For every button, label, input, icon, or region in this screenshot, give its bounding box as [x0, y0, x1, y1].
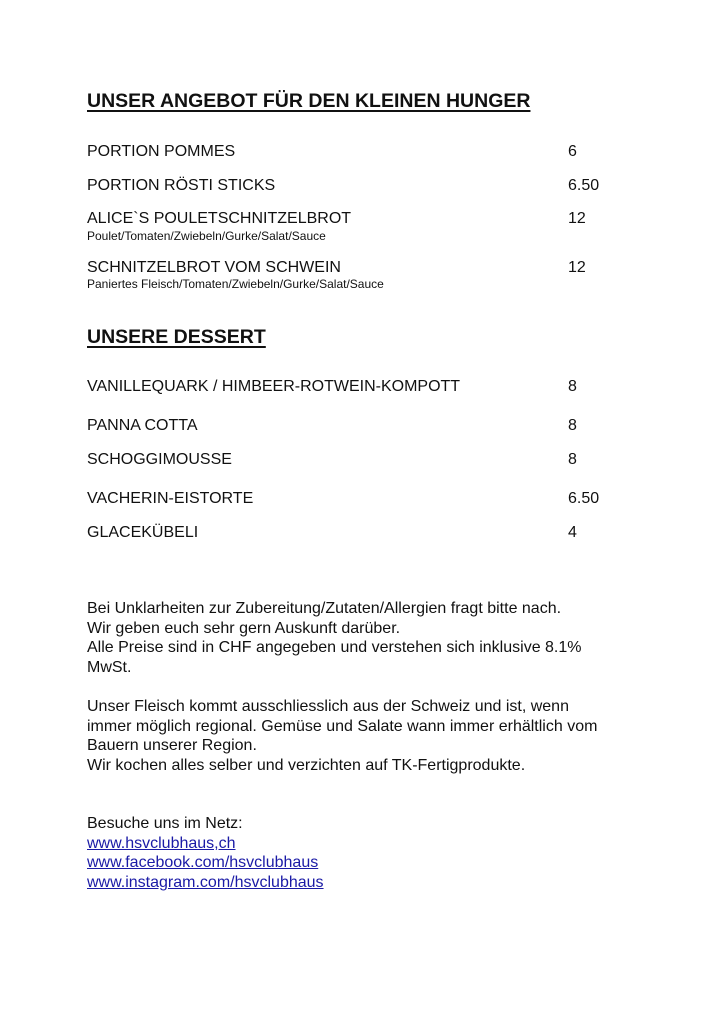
text-line: Wir geben euch sehr gern Auskunft darüber. [87, 619, 401, 637]
text-line: Bei Unklarheiten zur Zubereitung/Zutaten/Allergien fragt bitte nach. [87, 600, 562, 617]
menu-item-name: VANILLEQUARK / HIMBEER-ROTWEIN-KOMPOTT [87, 378, 461, 395]
menu-item-name: PORTION POMMES [87, 143, 236, 160]
menu-item-description: Paniertes Fleisch/Tomaten/Zwiebeln/Gurke/Salat/Sauce [87, 277, 384, 291]
menu-item-price: 8 [568, 451, 577, 468]
text-line: Bauern unserer Region. [87, 737, 257, 755]
text-line: MwSt. [87, 658, 132, 676]
menu-item-name: PORTION RÖSTI STICKS [87, 177, 276, 194]
instagram-link[interactable]: www.instagram.com/hsvclubhaus [87, 873, 324, 891]
section-title-snacks: UNSER ANGEBOT FÜR DEN KLEINEN HUNGER [87, 90, 531, 112]
info-paragraph-origin [87, 697, 597, 775]
menu-item-name: VACHERIN-EISTORTE [87, 490, 254, 507]
menu-item-price: 4 [568, 524, 577, 541]
text-line: Unser Fleisch kommt ausschliesslich aus der Schweiz und ist, wenn [87, 698, 569, 715]
menu-item-price: 12 [568, 210, 586, 227]
web-links [87, 814, 324, 892]
website-link[interactable]: www.hsvclubhaus,ch [87, 834, 236, 852]
menu-item-price: 6 [568, 143, 577, 160]
menu-item-name: GLACEKÜBELI [87, 524, 199, 541]
text-line: immer möglich regional. Gemüse und Salate wann immer erhältlich vom [87, 717, 598, 735]
text-line: Wir kochen alles selber und verzichten auf TK-Fertigprodukte. [87, 756, 526, 774]
menu-item-name: SCHNITZELBROT VOM SCHWEIN [87, 259, 341, 276]
menu-item-price: 12 [568, 259, 586, 276]
section-title-dessert: UNSERE DESSERT [87, 326, 266, 348]
menu-item-name: PANNA COTTA [87, 417, 198, 434]
facebook-link[interactable]: www.facebook.com/hsvclubhaus [87, 854, 319, 872]
menu-item-price: 6.50 [568, 490, 600, 507]
menu-item-price: 8 [568, 417, 577, 434]
info-paragraph-allergies [87, 599, 582, 677]
web-label: Besuche uns im Netz: [87, 815, 243, 832]
menu-item-name: ALICE`S POULETSCHNITZELBROT [87, 210, 352, 227]
menu-item-price: 8 [568, 378, 577, 395]
menu-item-price: 6.50 [568, 177, 600, 194]
text-line: Alle Preise sind in CHF angegeben und verstehen sich inklusive 8.1% [87, 639, 582, 657]
menu-item-name: SCHOGGIMOUSSE [87, 451, 232, 468]
menu-item-description: Poulet/Tomaten/Zwiebeln/Gurke/Salat/Sauce [87, 229, 326, 243]
